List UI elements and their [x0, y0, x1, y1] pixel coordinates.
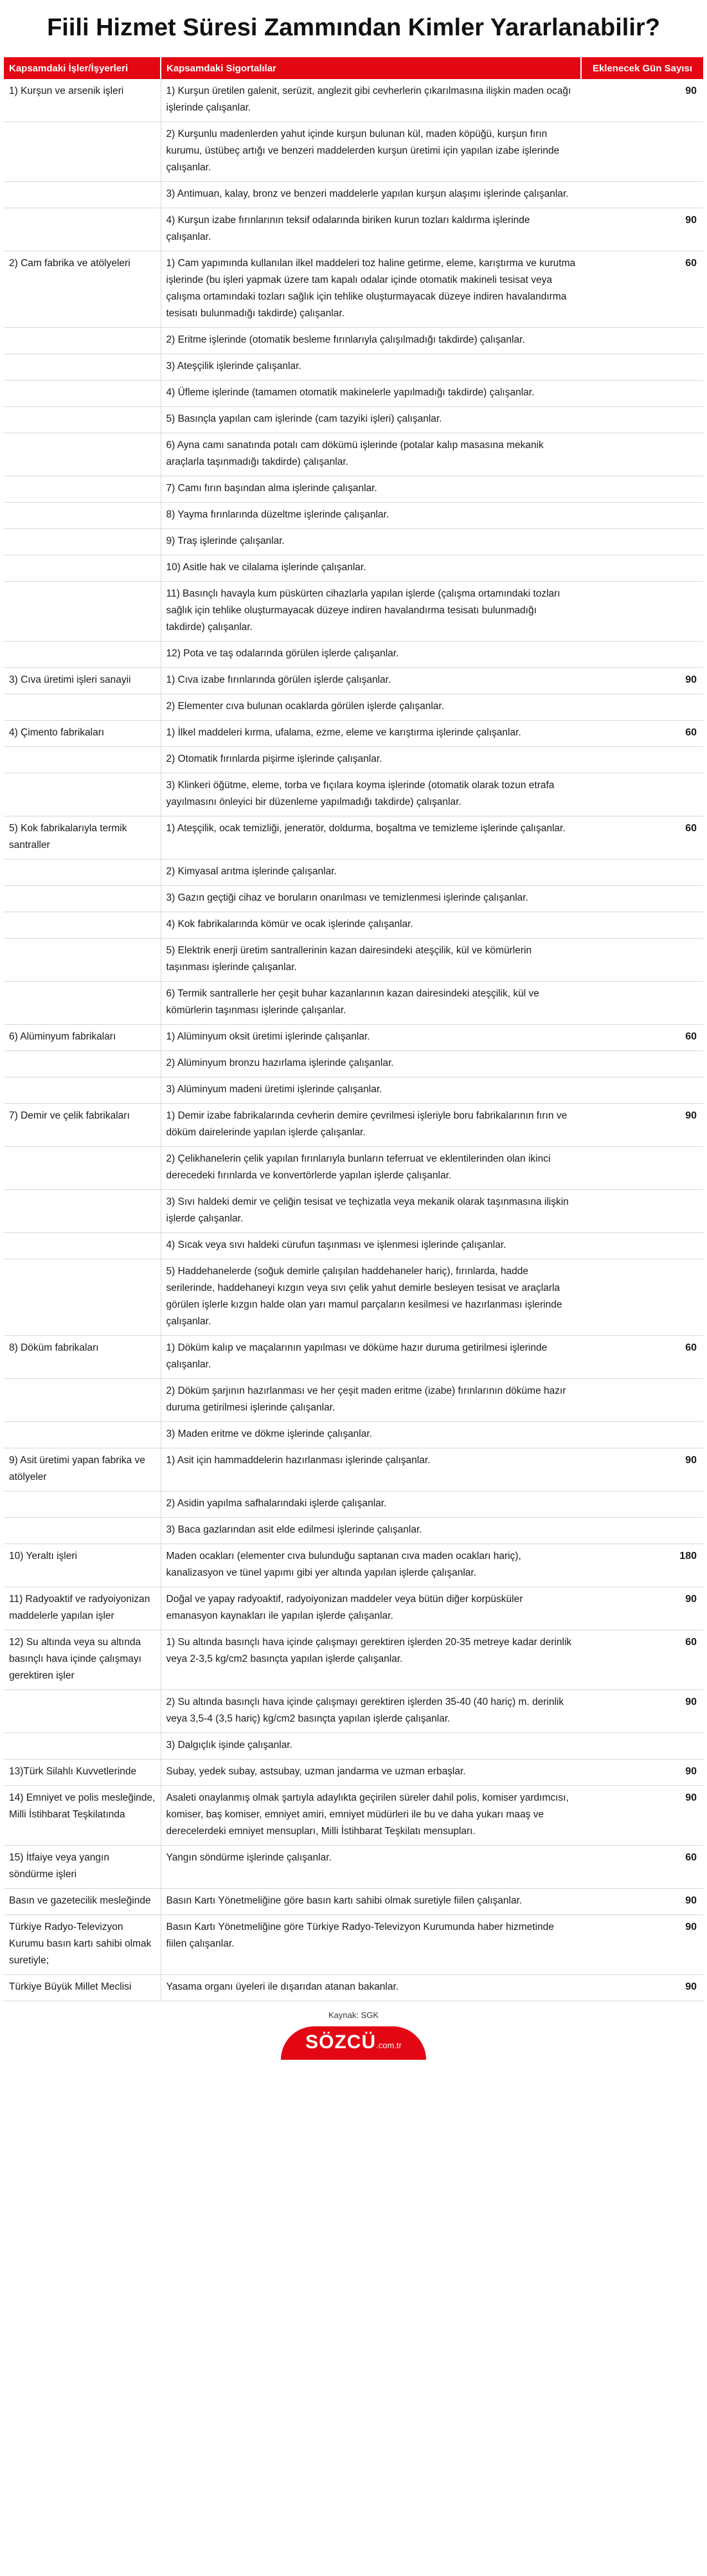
table-row [4, 381, 703, 407]
row-description: 1) Ateşçilik, ocak temizliği, jeneratör, doldurma, boşaltma ve temizleme işlerinde çalışanlar. [161, 816, 581, 860]
page-title: Fiili Hizmet Süresi Zammından Kimler Yararlanabilir? [47, 14, 660, 41]
table-row [4, 503, 703, 529]
row-description: 12) Pota ve taş odalarında görülen işlerde çalışanlar. [161, 642, 581, 668]
row-category [4, 1233, 161, 1259]
table-row [4, 886, 703, 912]
table-row [4, 1889, 703, 1915]
row-category [4, 122, 161, 182]
row-category: 11) Radyoaktif ve radyoiyonizan maddelerle yapılan işler [4, 1587, 161, 1630]
row-days [581, 1147, 703, 1190]
table-row [4, 773, 703, 816]
row-category [4, 1147, 161, 1190]
table-row [4, 1846, 703, 1889]
row-days [581, 982, 703, 1025]
row-days: 90 [581, 1760, 703, 1786]
row-category [4, 503, 161, 529]
table-row [4, 407, 703, 433]
row-days: 90 [581, 668, 703, 694]
row-category: 14) Emniyet ve polis mesleğinde, Milli İstihbarat Teşkilatında [4, 1786, 161, 1846]
row-category: Basın ve gazetecilik mesleğinde [4, 1889, 161, 1915]
row-category: 3) Cıva üretimi işleri sanayii [4, 668, 161, 694]
row-days [581, 1051, 703, 1077]
row-description: 6) Termik santrallerle her çeşit buhar kazanlarının kazan dairesindeki ateşçilik, kül ve kömürlerin taşınması işlerinde çalışanlar. [161, 982, 581, 1025]
row-description: 1) İlkel maddeleri kırma, ufalama, ezme, eleme ve karıştırma işlerinde çalışanlar. [161, 721, 581, 747]
row-description: 7) Camı fırın başından alma işlerinde çalışanlar. [161, 476, 581, 503]
row-days: 90 [581, 1690, 703, 1733]
row-category [4, 1077, 161, 1104]
row-category [4, 529, 161, 555]
row-days [581, 503, 703, 529]
row-description: 4) Üfleme işlerinde (tamamen otomatik makinelerle yapılmadığı takdirde) çalışanlar. [161, 381, 581, 407]
row-days [581, 1379, 703, 1422]
row-category [4, 1491, 161, 1518]
row-category: 7) Demir ve çelik fabrikaları [4, 1104, 161, 1147]
row-days [581, 122, 703, 182]
row-days [581, 939, 703, 982]
table-row [4, 182, 703, 208]
row-days [581, 694, 703, 721]
row-description: 1) Su altında basınçlı hava içinde çalışmayı gerektiren işlerden 20-35 metreye kadar derinlik veya 2-3,5 kg/cm2 basınçta yapılan işlerde çalışanlar. [161, 1630, 581, 1690]
row-category [4, 381, 161, 407]
row-category [4, 1051, 161, 1077]
row-days: 60 [581, 1846, 703, 1889]
row-days: 90 [581, 1786, 703, 1846]
table-row [4, 1147, 703, 1190]
row-category [4, 208, 161, 251]
row-days [581, 555, 703, 582]
row-days: 90 [581, 1975, 703, 2001]
row-days [581, 1259, 703, 1336]
row-days [581, 1733, 703, 1760]
row-category [4, 1259, 161, 1336]
table-header-row [4, 57, 703, 79]
table-row [4, 1518, 703, 1544]
row-description: 1) Cıva izabe fırınlarında görülen işlerde çalışanlar. [161, 668, 581, 694]
row-days [581, 1233, 703, 1259]
header-insured: Kapsamdaki Sigortalılar [161, 57, 581, 79]
row-category [4, 860, 161, 886]
row-description: 3) Dalgıçlık işinde çalışanlar. [161, 1733, 581, 1760]
row-days [581, 1491, 703, 1518]
row-description: Basın Kartı Yönetmeliğine göre Türkiye Radyo-Televizyon Kurumunda haber hizmetinde fiilen çalışanlar. [161, 1915, 581, 1975]
row-category: 8) Döküm fabrikaları [4, 1336, 161, 1379]
row-days [581, 773, 703, 816]
logo-suffix: .com.tr [376, 2040, 402, 2050]
row-category: 1) Kurşun ve arsenik işleri [4, 79, 161, 122]
row-days [581, 407, 703, 433]
table-row [4, 939, 703, 982]
row-description: Yasama organı üyeleri ile dışarıdan atanan bakanlar. [161, 1975, 581, 2001]
row-category [4, 1690, 161, 1733]
row-category: 4) Çimento fabrikaları [4, 721, 161, 747]
row-description: Yangın söndürme işlerinde çalışanlar. [161, 1846, 581, 1889]
table-row [4, 1379, 703, 1422]
row-category: 9) Asit üretimi yapan fabrika ve atölyeler [4, 1448, 161, 1491]
table-row [4, 1259, 703, 1336]
row-category [4, 1379, 161, 1422]
row-category [4, 642, 161, 668]
row-description: 2) Otomatik fırınlarda pişirme işlerinde çalışanlar. [161, 747, 581, 773]
row-category [4, 354, 161, 381]
table-row [4, 912, 703, 939]
row-description: 8) Yayma fırınlarında düzeltme işlerinde çalışanlar. [161, 503, 581, 529]
row-description: 4) Kok fabrikalarında kömür ve ocak işlerinde çalışanlar. [161, 912, 581, 939]
row-days [581, 433, 703, 476]
row-description: 3) Alüminyum madeni üretimi işlerinde çalışanlar. [161, 1077, 581, 1104]
row-category [4, 1733, 161, 1760]
row-days: 60 [581, 816, 703, 860]
row-days [581, 476, 703, 503]
row-category [4, 582, 161, 642]
table-row [4, 555, 703, 582]
row-days: 60 [581, 721, 703, 747]
row-days [581, 886, 703, 912]
row-description: 5) Basınçla yapılan cam işlerinde (cam tazyiki işleri) çalışanlar. [161, 407, 581, 433]
row-description: 2) Asidin yapılma safhalarındaki işlerde çalışanlar. [161, 1491, 581, 1518]
table-row [4, 1975, 703, 2001]
row-category [4, 773, 161, 816]
row-category [4, 694, 161, 721]
row-description: 10) Asitle hak ve cilalama işlerinde çalışanlar. [161, 555, 581, 582]
table-row [4, 1760, 703, 1786]
row-category: 5) Kok fabrikalarıyla termik santraller [4, 816, 161, 860]
row-description: 2) Alüminyum bronzu hazırlama işlerinde çalışanlar. [161, 1051, 581, 1077]
row-description: 3) Maden eritme ve dökme işlerinde çalışanlar. [161, 1422, 581, 1448]
table-row [4, 1336, 703, 1379]
table-row [4, 721, 703, 747]
table-row [4, 1190, 703, 1233]
row-days [581, 860, 703, 886]
table-row [4, 251, 703, 328]
row-days [581, 912, 703, 939]
row-description: Basın Kartı Yönetmeliğine göre basın kartı sahibi olmak suretiyle fiilen çalışanlar. [161, 1889, 581, 1915]
row-description: 3) Ateşçilik işlerinde çalışanlar. [161, 354, 581, 381]
row-category [4, 1190, 161, 1233]
row-category [4, 747, 161, 773]
table-row [4, 982, 703, 1025]
row-category: Türkiye Büyük Millet Meclisi [4, 1975, 161, 2001]
row-description: Subay, yedek subay, astsubay, uzman jandarma ve uzman erbaşlar. [161, 1760, 581, 1786]
row-category [4, 982, 161, 1025]
row-days [581, 354, 703, 381]
row-description: 4) Kurşun izabe fırınlarının teksif odalarında biriken kurun tozları kaldırma işlerinde çalışanlar. [161, 208, 581, 251]
row-category [4, 555, 161, 582]
table-row [4, 1448, 703, 1491]
row-days [581, 1190, 703, 1233]
row-description: 2) Döküm şarjının hazırlanması ve her çeşit maden eritme (izabe) fırınlarının döküme hazır duruma getirilmesi işlerinde çalışanlar. [161, 1379, 581, 1422]
row-description: 3) Sıvı haldeki demir ve çeliğin tesisat ve teçhizatla veya mekanik olarak taşınmasına ilişkin işlerde çalışanlar. [161, 1190, 581, 1233]
row-description: Maden ocakları (elementer cıva bulunduğu saptanan cıva maden ocakları hariç), kanalizasyon ve tünel yapımı gibi yer altında yapılan işlerde çalışanlar. [161, 1544, 581, 1587]
row-days: 60 [581, 1630, 703, 1690]
row-description: 6) Ayna camı sanatında potalı cam dökümü işlerinde (potalar kalıp masasına mekanik araçlarla taşınmadığı takdirde) çalışanlar. [161, 433, 581, 476]
table-body [4, 79, 703, 2001]
row-category: 10) Yeraltı işleri [4, 1544, 161, 1587]
table-row [4, 354, 703, 381]
row-days: 90 [581, 208, 703, 251]
table-row [4, 582, 703, 642]
row-description: 1) Kurşun üretilen galenit, serüzit, anglezit gibi cevherlerin çıkarılmasına ilişkin maden ocağı işlerinde çalışanlar. [161, 79, 581, 122]
row-description: 3) Baca gazlarından asit elde edilmesi işlerinde çalışanlar. [161, 1518, 581, 1544]
table-row [4, 668, 703, 694]
table-row [4, 79, 703, 122]
row-description: Asaleti onaylanmış olmak şartıyla adaylıkta geçirilen süreler dahil polis, komiser yardımcısı, komiser, baş komiser, emniyet amiri, emniyet müdürleri ile bu ve daha yukarı maaş ve derecelerdeki emniyet mensupları, Milli İstihbarat Teşkilatı mensupları. [161, 1786, 581, 1846]
row-category [4, 407, 161, 433]
row-category [4, 1422, 161, 1448]
row-description: 1) Demir izabe fabrikalarında cevherin demire çevrilmesi işleriyle boru fabrikalarının fırın ve döküm dairelerinde yapılan işlerde çalışanlar. [161, 1104, 581, 1147]
table-row [4, 1422, 703, 1448]
row-days: 90 [581, 1448, 703, 1491]
row-category [4, 433, 161, 476]
row-category: 13)Türk Silahlı Kuvvetlerinde [4, 1760, 161, 1786]
row-days [581, 381, 703, 407]
table-row [4, 694, 703, 721]
header-workplaces: Kapsamdaki İşler/İşyerleri [4, 57, 161, 79]
row-category [4, 886, 161, 912]
row-description: 1) Döküm kalıp ve maçalarının yapılması ve döküme hazır duruma getirilmesi işlerinde çalışanlar. [161, 1336, 581, 1379]
row-days: 180 [581, 1544, 703, 1587]
table-row [4, 816, 703, 860]
footer [4, 2001, 703, 2060]
row-description: 3) Antimuan, kalay, bronz ve benzeri maddelerle yapılan kurşun alaşımı işlerinde çalışanlar. [161, 182, 581, 208]
source-note: Kaynak: SGK [328, 2010, 379, 2020]
service-table [4, 57, 703, 2001]
row-days [581, 1422, 703, 1448]
row-description: 2) Kimyasal arıtma işlerinde çalışanlar. [161, 860, 581, 886]
row-days [581, 1518, 703, 1544]
table-row [4, 1544, 703, 1587]
row-description: 11) Basınçlı havayla kum püskürten cihazlarla yapılan işlerde (çalışma ortamındaki tozları sağlık için tehlike oluşturmayacak düzeye indiren havalandırma tesisatı bulunmadığı takdirde) çalışanlar. [161, 582, 581, 642]
row-description: 2) Kurşunlu madenlerden yahut içinde kurşun bulunan kül, maden köpüğü, kurşun fırın kurumu, üstübeç artığı ve benzeri maddelerden kurşun üretimi için yapılan izabe işlerinde çalışanlar. [161, 122, 581, 182]
row-days [581, 1077, 703, 1104]
row-category: Türkiye Radyo-Televizyon Kurumu basın kartı sahibi olmak suretiyle; [4, 1915, 161, 1975]
table-row [4, 1491, 703, 1518]
row-days: 90 [581, 1587, 703, 1630]
table-row [4, 122, 703, 182]
table-row [4, 1051, 703, 1077]
table-row [4, 1233, 703, 1259]
sozcu-logo [281, 2026, 426, 2060]
table-row [4, 1786, 703, 1846]
table-row [4, 747, 703, 773]
row-description: 3) Gazın geçtiği cihaz ve boruların onarılması ve temizlenmesi işlerinde çalışanlar. [161, 886, 581, 912]
row-description: Doğal ve yapay radyoaktif, radyoiyonizan maddeler veya bütün diğer korpüsküler emanasyon kaynakları ile yapılan işlerde çalışanlar. [161, 1587, 581, 1630]
row-description: 5) Haddehanelerde (soğuk demirle çalışılan haddehaneler hariç), fırınlarda, hadde serilerinde, haddehaneyi kızgın veya sıvı çelik yahut demirle besleyen tesisat ve araçlarla görülen işlerle kızgın halde olan yarı mamul parçaların kesilmesi ve hazırlanması işlerinde çalışanlar. [161, 1259, 581, 1336]
header-days: Eklenecek Gün Sayısı [581, 57, 703, 79]
row-category [4, 328, 161, 354]
row-days: 90 [581, 1889, 703, 1915]
row-description: 2) Su altında basınçlı hava içinde çalışmayı gerektiren işlerden 35-40 (40 hariç) m. derinlik veya 3,5-4 (3,5 hariç) kg/cm2 basınçta yapılan işlerde çalışanlar. [161, 1690, 581, 1733]
row-category: 12) Su altında veya su altında basınçlı hava içinde çalışmayı gerektiren işler [4, 1630, 161, 1690]
table-row [4, 1104, 703, 1147]
row-description: 1) Cam yapımında kullanılan ilkel maddeleri toz haline getirme, eleme, karıştırma ve kurutma işlerinde (bu işleri yapmak üzere tam kapalı odalar içinde otomatik makineli tesisat veya çalışma ortamındaki tozları sağlık için tehlike oluşturmayacak düzeye indiren havalandırma tesisatı bulunmadığı takdirde) çalışanlar. [161, 251, 581, 328]
row-days [581, 182, 703, 208]
row-days [581, 642, 703, 668]
row-days: 90 [581, 1104, 703, 1147]
row-days: 60 [581, 251, 703, 328]
table-row [4, 433, 703, 476]
row-category [4, 476, 161, 503]
table-row [4, 476, 703, 503]
row-description: 2) Eritme işlerinde (otomatik besleme fırınlarıyla çalışılmadığı takdirde) çalışanlar. [161, 328, 581, 354]
row-description: 2) Çelikhanelerin çelik yapılan fırınlarıyla bunların teferruat ve eklentilerinden olan ikinci derecedeki fırınlarda ve konvertörlerde yapılan işlerde çalışanlar. [161, 1147, 581, 1190]
table-row [4, 1025, 703, 1051]
table-row [4, 529, 703, 555]
row-category [4, 912, 161, 939]
logo-main: SÖZCÜ [305, 2031, 377, 2053]
row-description: 5) Elektrik enerji üretim santrallerinin kazan dairesindeki ateşçilik, kül ve kömürlerin taşınması işlerinde çalışanlar. [161, 939, 581, 982]
row-days: 60 [581, 1336, 703, 1379]
row-days: 60 [581, 1025, 703, 1051]
row-description: 3) Klinkeri öğütme, eleme, torba ve fıçılara koyma işlerinde (otomatik olarak tozun etrafa yayılmasını önleyici bir düzenleme yapılmadığı takdirde) çalışanlar. [161, 773, 581, 816]
row-description: 1) Asit için hammaddelerin hazırlanması işlerinde çalışanlar. [161, 1448, 581, 1491]
row-category: 15) İtfaiye veya yangın söndürme işleri [4, 1846, 161, 1889]
row-category: 2) Cam fabrika ve atölyeleri [4, 251, 161, 328]
row-category [4, 182, 161, 208]
table-row [4, 1587, 703, 1630]
row-days [581, 328, 703, 354]
row-category: 6) Alüminyum fabrikaları [4, 1025, 161, 1051]
row-category [4, 1518, 161, 1544]
table-row [4, 1690, 703, 1733]
row-days: 90 [581, 1915, 703, 1975]
row-description: 4) Sıcak veya sıvı haldeki cürufun taşınması ve işlenmesi işlerinde çalışanlar. [161, 1233, 581, 1259]
row-description: 9) Traş işlerinde çalışanlar. [161, 529, 581, 555]
table-row [4, 1630, 703, 1690]
row-days: 90 [581, 79, 703, 122]
row-days [581, 529, 703, 555]
row-days [581, 582, 703, 642]
table-row [4, 328, 703, 354]
row-description: 2) Elementer cıva bulunan ocaklarda görülen işlerde çalışanlar. [161, 694, 581, 721]
row-days [581, 747, 703, 773]
table-row [4, 208, 703, 251]
table-row [4, 1915, 703, 1975]
table-row [4, 1733, 703, 1760]
row-description: 1) Alüminyum oksit üretimi işlerinde çalışanlar. [161, 1025, 581, 1051]
table-row [4, 642, 703, 668]
row-category [4, 939, 161, 982]
table-row [4, 860, 703, 886]
table-row [4, 1077, 703, 1104]
